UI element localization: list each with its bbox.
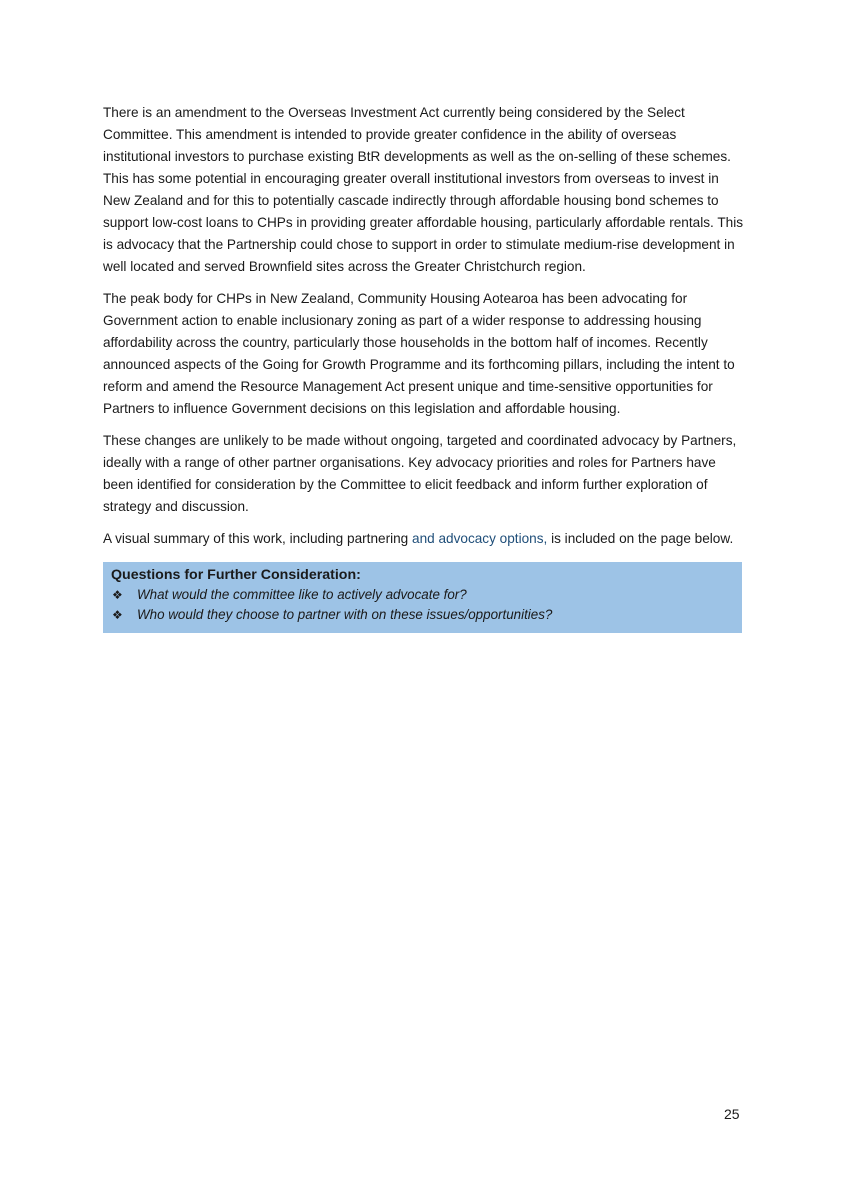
question-text: Who would they choose to partner with on these issues/opportunities? bbox=[137, 607, 553, 622]
four-diamond-bullet-icon: ❖ bbox=[112, 608, 123, 622]
list-item bbox=[111, 585, 734, 605]
list-item bbox=[111, 605, 734, 625]
summary-text-before: A visual summary of this work, including partnering bbox=[103, 531, 413, 546]
questions-list bbox=[111, 585, 734, 625]
advocacy-options-link[interactable]: and advocacy options, bbox=[412, 531, 548, 546]
paragraph-overseas-investment: There is an amendment to the Overseas Investment Act currently being considered by the Select Committee. This amendment is intended to provide greater confidence in the ability of overseas institutional investors to purchase existing BtR developments as well as the on-selling of these schemes. This has some potential in encouraging greater overall institutional investors from overseas to invest in New Zealand and for this to potentially cascade indirectly through affordable housing bond schemes to support low-cost loans to CHPs in providing greater affordable housing, particularly affordable rentals. This is advocacy that the Partnership could chose to support in order to stimulate medium-rise development in well located and served Brownfield sites across the Greater Christchurch region. bbox=[103, 105, 744, 274]
paragraph-community-housing: The peak body for CHPs in New Zealand, Community Housing Aotearoa has been advocating for Government action to enable inclusionary zoning as part of a wider response to addressing housing affordability across the country, particularly those households in the bottom half of incomes. Recently announced aspects of the Going for Growth Programme and its forthcoming pillars, including the intent to reform and amend the Resource Management Act present unique and time-sensitive opportunities for Partners to influence Government decisions on this legislation and affordable housing. bbox=[103, 291, 735, 416]
page-body bbox=[103, 102, 743, 633]
question-text: What would the committee like to actively advocate for? bbox=[137, 587, 467, 602]
summary-text-after: is included on the page below. bbox=[547, 531, 734, 546]
page-number: 25 bbox=[724, 1106, 740, 1122]
paragraph-visual-summary bbox=[103, 528, 743, 550]
questions-callout-box bbox=[103, 562, 742, 633]
callout-title: Questions for Further Consideration: bbox=[111, 567, 361, 583]
four-diamond-bullet-icon: ❖ bbox=[112, 588, 123, 602]
paragraph-advocacy-changes: These changes are unlikely to be made without ongoing, targeted and coordinated advocacy by Partners, ideally with a range of other partner organisations. Key advocacy priorities and roles for Partners have been identified for consideration by the Committee to elicit feedback and inform further exploration of strategy and discussion. bbox=[103, 433, 737, 514]
